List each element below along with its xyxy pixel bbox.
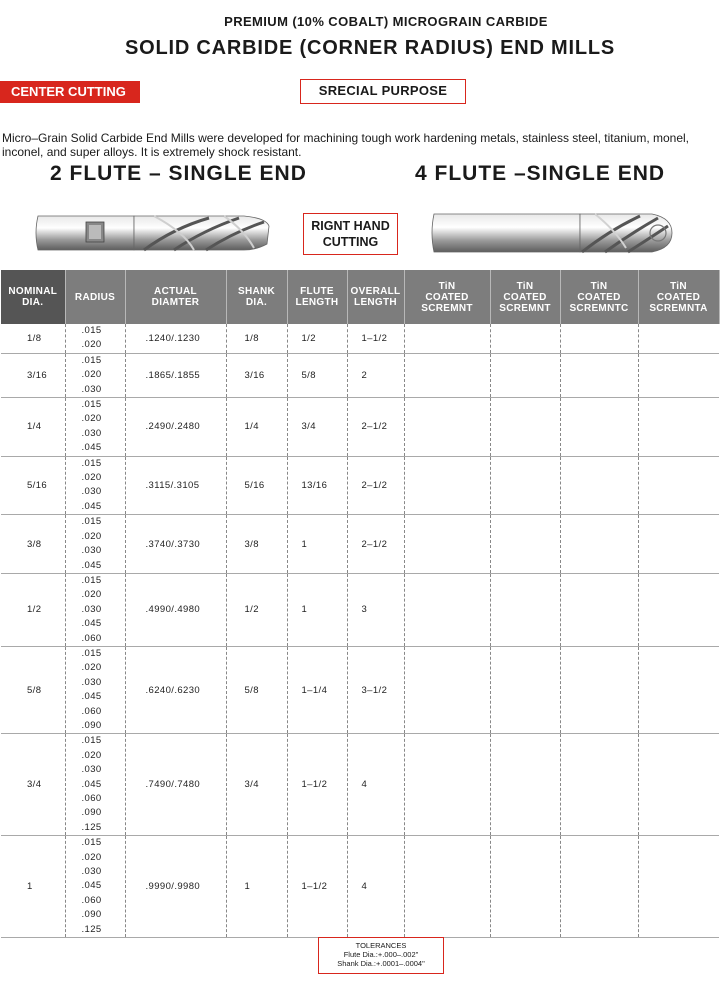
header-line: DIA. — [245, 297, 268, 308]
header-line: DIA. — [22, 297, 44, 308]
shank-dia-cell: 1 — [226, 836, 287, 938]
cutting-label: CUTTING — [322, 235, 379, 249]
overall-length-cell: 3–1/2 — [347, 646, 404, 733]
flute-length-cell: 13/16 — [287, 456, 347, 515]
radius-value: .020 — [81, 851, 102, 863]
overall-length-cell: 2–1/2 — [347, 456, 404, 515]
header-line: SCREMNT — [421, 302, 473, 314]
radius-value: .060 — [81, 632, 102, 644]
radius-value: .045 — [81, 778, 102, 790]
tin-coated-cell — [404, 734, 490, 836]
shank-dia-cell: 3/8 — [226, 515, 287, 574]
radius-value: .030 — [81, 383, 102, 395]
radius-value: .060 — [81, 793, 102, 804]
actual-diameter-cell: .9990/.9980 — [125, 836, 226, 938]
radius-cell — [65, 646, 125, 733]
two-flute-endmill-image — [34, 208, 274, 258]
flute-length-cell: 1–1/2 — [287, 734, 347, 836]
tin-coated-cell — [490, 456, 560, 515]
shank-dia-cell: 5/8 — [226, 646, 287, 733]
radius-value: .015 — [81, 516, 102, 528]
header-line: SCREMNTA — [649, 302, 708, 314]
tin-coated-cell — [404, 398, 490, 457]
radius-value: .090 — [81, 719, 102, 731]
actual-diameter-cell: .7490/.7480 — [125, 734, 226, 836]
tin-coated-cell — [490, 515, 560, 574]
table-row — [1, 573, 719, 646]
tin-coated-cell — [404, 324, 490, 353]
shank-dia-cell: 3/4 — [226, 734, 287, 836]
tin-coated-cell — [404, 646, 490, 733]
actual-diameter-cell: .6240/.6230 — [125, 646, 226, 733]
tin-coated-cell — [560, 836, 638, 938]
nominal-dia-cell: 3/16 — [1, 353, 65, 397]
subtitle: PREMIUM (10% COBALT) MICROGRAIN CARBIDE — [224, 14, 548, 29]
radius-value: .015 — [81, 457, 102, 469]
nominal-dia-cell: 3/8 — [1, 515, 65, 574]
tin-coated-cell — [560, 646, 638, 733]
radius-value: .030 — [81, 603, 102, 615]
header-line: RADIUS — [74, 291, 116, 303]
tin-coated-cell — [490, 734, 560, 836]
tin-coated-cell — [560, 734, 638, 836]
tin-coated-cell — [638, 353, 719, 397]
nominal-dia-cell: 1 — [1, 836, 65, 938]
radius-value: .015 — [81, 647, 102, 659]
overall-length-cell: 2–1/2 — [347, 398, 404, 457]
overall-length-header — [347, 270, 404, 324]
header-line: FLUTE — [300, 286, 334, 297]
header-line: TiN — [670, 280, 687, 292]
radius-value: .125 — [81, 821, 102, 833]
header-line: DIAMTER — [151, 297, 200, 308]
overall-length-cell: 2 — [347, 353, 404, 397]
tin-coated-cell — [490, 836, 560, 938]
flute-length-cell: 1–1/4 — [287, 646, 347, 733]
header-line: NOMINAL — [8, 286, 58, 297]
nominal-dia-cell: 3/4 — [1, 734, 65, 836]
flute-length-cell: 1–1/2 — [287, 836, 347, 938]
radius-value: .015 — [81, 399, 102, 411]
radius-value: .125 — [81, 923, 102, 935]
radius-value: .045 — [81, 691, 102, 703]
tin-coated-header-4 — [638, 270, 719, 324]
tin-coated-cell — [404, 456, 490, 515]
overall-length-cell: 2–1/2 — [347, 515, 404, 574]
actual-diameter-cell: .4990/.4980 — [125, 573, 226, 646]
overall-length-cell: 4 — [347, 836, 404, 938]
radius-value: .090 — [81, 807, 102, 819]
tin-coated-cell — [490, 646, 560, 733]
tin-coated-cell — [404, 836, 490, 938]
tin-coated-cell — [404, 573, 490, 646]
radius-value: .030 — [81, 764, 102, 776]
nominal-dia-header — [1, 270, 65, 324]
radius-value: .045 — [81, 880, 102, 892]
radius-cell — [65, 836, 125, 938]
flute-tolerance: Flute Dia.:+.000–.002" — [343, 950, 419, 959]
radius-cell — [65, 456, 125, 515]
flute-length-cell: 1/2 — [287, 324, 347, 353]
tin-coated-cell — [638, 398, 719, 457]
actual-diameter-cell: .1865/.1855 — [125, 353, 226, 397]
flute-length-cell: 5/8 — [287, 353, 347, 397]
radius-value: .015 — [81, 837, 102, 849]
radius-cell — [65, 573, 125, 646]
radius-value: .060 — [81, 705, 102, 717]
tin-coated-cell — [638, 734, 719, 836]
center-cutting-badge: CENTER CUTTING — [0, 81, 140, 103]
header-line: LENGTH — [354, 297, 397, 308]
tin-coated-cell — [560, 573, 638, 646]
special-purpose-badge: SRECIAL PURPOSE — [300, 79, 466, 104]
header-line: TiN — [438, 280, 456, 292]
flute-length-cell: 1 — [287, 573, 347, 646]
radius-value: .020 — [81, 749, 102, 761]
radius-value: .045 — [81, 618, 102, 630]
radius-cell — [65, 353, 125, 397]
flute-length-cell: 1 — [287, 515, 347, 574]
actual-diameter-cell: .1240/.1230 — [125, 324, 226, 353]
radius-value: .020 — [81, 413, 102, 425]
shank-dia-header — [226, 270, 287, 324]
radius-value: .030 — [81, 486, 102, 498]
radius-value: .045 — [81, 442, 102, 454]
tin-coated-cell — [490, 398, 560, 457]
tin-coated-cell — [404, 353, 490, 397]
shank-dia-cell: 1/2 — [226, 573, 287, 646]
tin-coated-cell — [638, 515, 719, 574]
tin-coated-cell — [490, 324, 560, 353]
actual-diameter-cell: .3115/.3105 — [125, 456, 226, 515]
radius-value: .045 — [81, 500, 102, 512]
table-row — [1, 646, 719, 733]
shank-dia-cell: 1/8 — [226, 324, 287, 353]
header-line: LENGTH — [295, 297, 339, 308]
nominal-dia-cell: 5/16 — [1, 456, 65, 515]
tin-coated-cell — [638, 456, 719, 515]
radius-value: .015 — [81, 574, 102, 586]
radius-value: .020 — [81, 589, 102, 601]
tin-coated-cell — [560, 398, 638, 457]
header-line: SHANK — [237, 286, 276, 297]
tolerances-title: TOLERANCES — [355, 941, 407, 950]
table-row — [1, 398, 719, 457]
table-row — [1, 353, 719, 397]
radius-value: .020 — [81, 369, 102, 381]
tin-coated-header-3 — [560, 270, 638, 324]
nominal-dia-cell: 1/4 — [1, 398, 65, 457]
nominal-dia-cell: 5/8 — [1, 646, 65, 733]
header-line: TiN — [516, 280, 534, 292]
table-header — [1, 270, 719, 324]
header-line: OVERALL — [350, 286, 401, 297]
header-line: SCREMNT — [499, 302, 551, 314]
actual-diameter-cell: .2490/.2480 — [125, 398, 226, 457]
table-row — [1, 456, 719, 515]
tin-coated-cell — [638, 646, 719, 733]
right-hand-cutting-badge — [303, 213, 398, 255]
radius-value: .045 — [81, 559, 102, 571]
tin-coated-cell — [490, 353, 560, 397]
header-line: COATED — [503, 291, 547, 303]
radius-cell — [65, 734, 125, 836]
overall-length-cell: 4 — [347, 734, 404, 836]
radius-value: .020 — [81, 339, 102, 351]
four-flute-endmill-image — [430, 208, 675, 258]
tin-coated-cell — [404, 515, 490, 574]
tin-coated-cell — [490, 573, 560, 646]
radius-value: .015 — [81, 735, 102, 747]
header-line: COATED — [425, 291, 469, 303]
radius-value: .020 — [81, 530, 102, 542]
table-row — [1, 515, 719, 574]
radius-cell — [65, 398, 125, 457]
radius-value: .015 — [81, 325, 102, 336]
radius-value: .020 — [81, 472, 102, 484]
tolerances-box — [318, 937, 444, 974]
page-title: SOLID CARBIDE (CORNER RADIUS) END MILLS — [124, 37, 616, 59]
tin-coated-cell — [560, 456, 638, 515]
overall-length-cell: 3 — [347, 573, 404, 646]
nominal-dia-cell: 1/2 — [1, 573, 65, 646]
table-header-row — [1, 270, 719, 324]
tin-coated-header-2 — [490, 270, 560, 324]
radius-value: .030 — [81, 545, 102, 557]
radius-value: .030 — [81, 866, 102, 878]
description-text: Micro–Grain Solid Carbide End Mills were developed for machining tough work hardening metals, stainless steel, titanium, monel, inconel, and super alloys. It is extremely shock resistant. — [2, 131, 689, 159]
shank-dia-cell: 1/4 — [226, 398, 287, 457]
header-line: COATED — [577, 291, 621, 303]
tin-coated-cell — [638, 573, 719, 646]
radius-cell — [65, 515, 125, 574]
radius-value: .060 — [81, 894, 102, 906]
header-line: ACTUAL — [154, 286, 197, 297]
tin-coated-cell — [638, 836, 719, 938]
tin-coated-header-1 — [404, 270, 490, 324]
radius-value: .090 — [81, 909, 102, 921]
table-row — [1, 734, 719, 836]
two-flute-heading: 2 FLUTE – SINGLE END — [50, 162, 307, 185]
overall-length-cell: 1–1/2 — [347, 324, 404, 353]
flute-length-header — [287, 270, 347, 324]
radius-header — [65, 270, 125, 324]
tin-coated-cell — [638, 324, 719, 353]
table-body — [1, 324, 719, 938]
radius-value: .015 — [81, 354, 102, 366]
four-flute-heading: 4 FLUTE –SINGLE END — [415, 162, 666, 185]
tin-coated-cell — [560, 515, 638, 574]
shank-dia-cell: 5/16 — [226, 456, 287, 515]
radius-value: .030 — [81, 427, 102, 439]
flute-length-cell: 3/4 — [287, 398, 347, 457]
header-line: COATED — [656, 291, 701, 303]
shank-tolerance: Shank Dia.:+.0001–.0004" — [337, 959, 425, 968]
spec-table — [1, 270, 720, 938]
radius-value: .030 — [81, 676, 102, 688]
actual-diameter-header — [125, 270, 226, 324]
radius-value: .020 — [81, 662, 102, 674]
header-line: SCREMNTC — [569, 302, 629, 314]
table-row — [1, 324, 719, 353]
nominal-dia-cell: 1/8 — [1, 324, 65, 353]
table-row — [1, 836, 719, 938]
actual-diameter-cell: .3740/.3730 — [125, 515, 226, 574]
tin-coated-cell — [560, 324, 638, 353]
shank-dia-cell: 3/16 — [226, 353, 287, 397]
radius-cell — [65, 324, 125, 353]
header-line: TiN — [590, 280, 608, 292]
right-hand-label: RIGNT HAND — [311, 219, 390, 233]
tin-coated-cell — [560, 353, 638, 397]
